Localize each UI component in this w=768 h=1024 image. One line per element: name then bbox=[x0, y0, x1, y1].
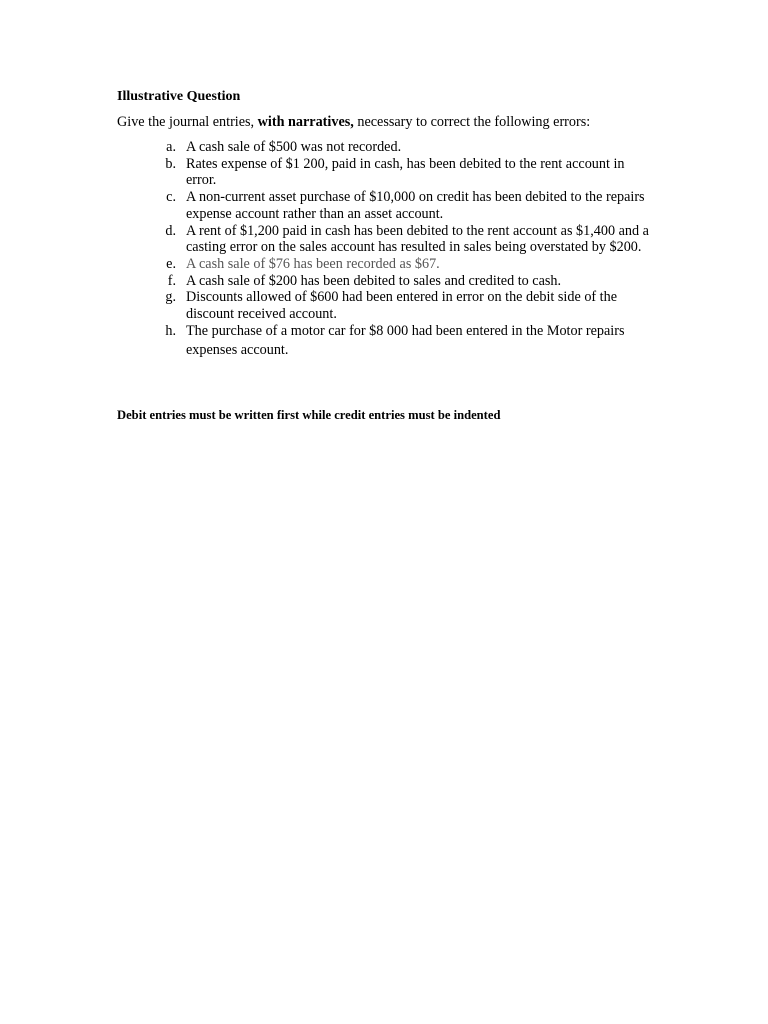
error-text: A non-current asset purchase of $10,000 on credit has been debited to the repairs expense account rather than an asset account. bbox=[186, 189, 645, 222]
error-item-a bbox=[160, 139, 655, 156]
error-item-e bbox=[160, 256, 655, 273]
error-item-g bbox=[160, 289, 655, 322]
list-marker: e. bbox=[166, 255, 176, 272]
list-marker: d. bbox=[165, 222, 176, 239]
instruction-emphasis: with narratives, bbox=[257, 114, 354, 130]
error-text: A rent of $1,200 paid in cash has been debited to the rent account as $1,400 and a casting error on the sales account has resulted in sales being overstated by $200. bbox=[186, 222, 649, 256]
error-item-c bbox=[160, 189, 655, 222]
error-text: Discounts allowed of $600 had been entered in error on the debit side of the discount received account. bbox=[186, 289, 618, 323]
list-marker: g. bbox=[165, 289, 176, 306]
list-marker: h. bbox=[165, 322, 176, 339]
list-marker: f. bbox=[167, 272, 176, 289]
errors-list bbox=[160, 139, 655, 360]
error-item-f bbox=[160, 273, 655, 290]
question-instruction bbox=[117, 114, 590, 131]
error-text: The purchase of a motor car for $8 000 had been entered in the Motor repairs expenses account. bbox=[186, 322, 625, 358]
error-item-b bbox=[160, 156, 655, 189]
instruction-text-start: Give the journal entries, bbox=[117, 114, 258, 130]
list-marker: a. bbox=[166, 139, 176, 155]
instruction-note: Debit entries must be written first while credit entries must be indented bbox=[117, 408, 501, 422]
error-text: A cash sale of $500 was not recorded. bbox=[186, 139, 402, 155]
error-text: A cash sale of $200 has been debited to sales and credited to cash. bbox=[186, 272, 562, 289]
list-marker: b. bbox=[165, 155, 176, 172]
list-marker: c. bbox=[166, 189, 176, 206]
instruction-text-end: necessary to correct the following errors: bbox=[353, 114, 591, 130]
error-text: A cash sale of $76 has been recorded as $67. bbox=[186, 255, 440, 272]
error-text: Rates expense of $1 200, paid in cash, has been debited to the rent account in error. bbox=[186, 155, 625, 189]
document-heading: Illustrative Question bbox=[117, 89, 241, 104]
error-item-d bbox=[160, 223, 655, 256]
error-item-h bbox=[160, 322, 655, 360]
